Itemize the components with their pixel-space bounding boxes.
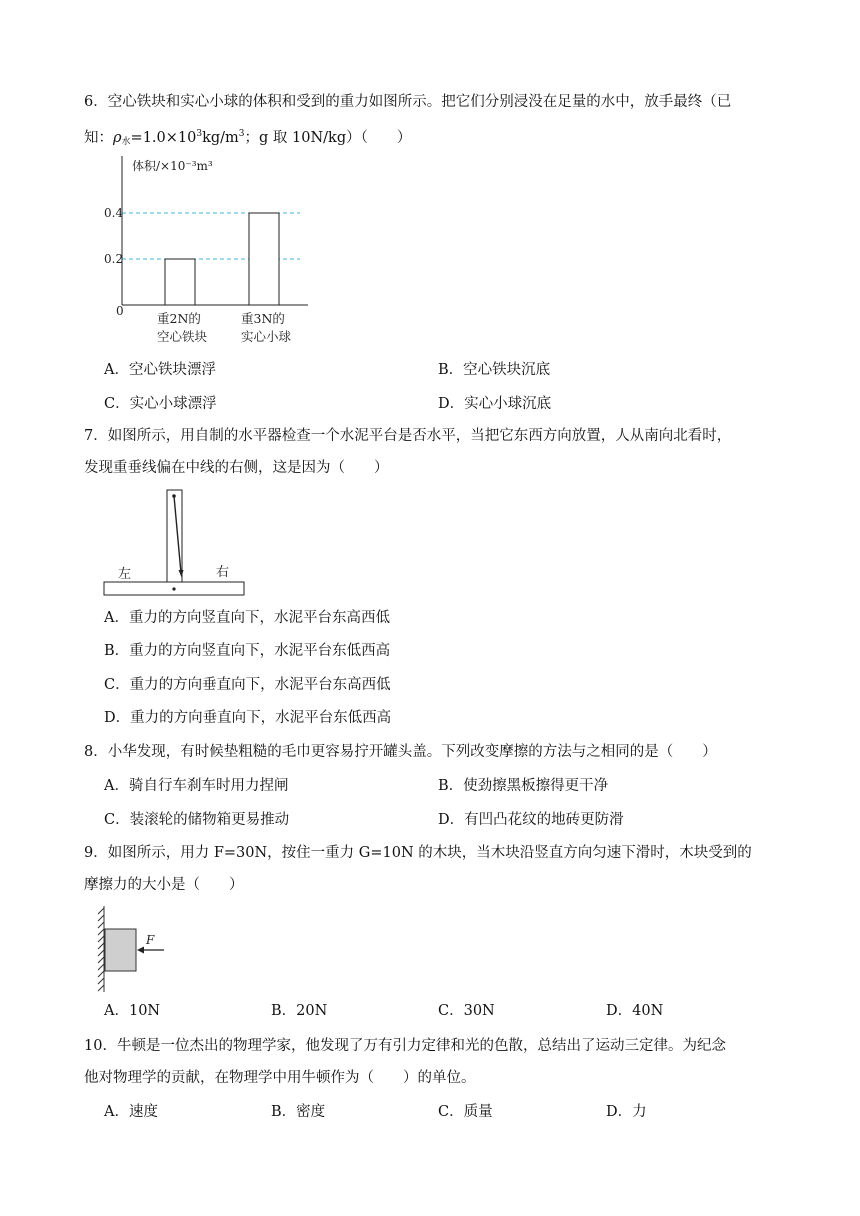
chart-ylabel: 体积/×10⁻³m³ bbox=[132, 159, 213, 173]
category-label-iron-line2: 空心铁块 bbox=[157, 329, 208, 344]
q6-stem-line2 bbox=[84, 124, 784, 152]
q6-option-a[interactable]: A．空心铁块漂浮 bbox=[104, 362, 216, 378]
rho-value: =1.0×10 bbox=[130, 130, 197, 146]
q8-option-c[interactable]: C．装滚轮的储物箱更易推动 bbox=[104, 812, 290, 828]
rho-unit: kg/m bbox=[202, 130, 239, 146]
origin-label: 0 bbox=[116, 304, 124, 318]
q10-option-a[interactable]: A．速度 bbox=[104, 1104, 158, 1120]
q6-known-suffix: ；g 取 10N/kg）（ ） bbox=[244, 130, 412, 146]
q6-volume-bar-chart bbox=[100, 150, 330, 350]
y-tick-label-0.2: 0.2 bbox=[104, 252, 124, 266]
rho-exponent: 3 bbox=[196, 129, 203, 139]
q9-stem-line1: 9．如图所示，用力 F=30N，按住一重力 G=10N 的木块，当木块沿竖直方向匀速下滑时，木块受到的 bbox=[84, 845, 752, 861]
bar-solid-ball bbox=[249, 213, 279, 305]
rho-symbol: ρ bbox=[113, 130, 122, 146]
q8-option-a[interactable]: A．骑自行车刹车时用力捏闸 bbox=[104, 778, 289, 794]
rho-unit-exponent: 3 bbox=[238, 129, 245, 139]
wall-hatching bbox=[98, 906, 104, 992]
q6-stem-line1: 6．空心铁块和实心小球的体积和受到的重力如图所示。把它们分别浸没在足量的水中，放手最终（已 bbox=[84, 94, 732, 110]
force-label: F bbox=[146, 933, 155, 947]
right-label: 右 bbox=[216, 565, 230, 580]
q9-option-d[interactable]: D．40N bbox=[606, 1003, 664, 1019]
q6-known-prefix: 知： bbox=[84, 130, 113, 146]
q7-stem-line1: 7．如图所示，用自制的水平器检查一个水泥平台是否水平，当把它东西方向放置，人从南向北看时， bbox=[84, 428, 732, 444]
q9-option-a[interactable]: A．10N bbox=[104, 1003, 161, 1019]
q9-wall-block-figure bbox=[96, 904, 176, 994]
q8-option-d[interactable]: D．有凹凸花纹的地砖更防滑 bbox=[438, 812, 624, 828]
q7-stem-line2: 发现重垂线偏在中线的右侧，这是因为（ ） bbox=[84, 460, 389, 476]
center-mark-dot bbox=[172, 587, 175, 590]
q6-option-c[interactable]: C．实心小球漂浮 bbox=[104, 396, 217, 412]
left-label: 左 bbox=[118, 567, 132, 582]
q9-option-c[interactable]: C．30N bbox=[438, 1003, 495, 1019]
q7-option-c[interactable]: C．重力的方向垂直向下，水泥平台东高西低 bbox=[104, 677, 391, 693]
y-tick-label-0.4: 0.4 bbox=[104, 206, 124, 220]
q10-option-c[interactable]: C．质量 bbox=[438, 1104, 493, 1120]
q9-stem-line2: 摩擦力的大小是（ ） bbox=[84, 877, 244, 893]
q6-option-d[interactable]: D．实心小球沉底 bbox=[438, 396, 552, 412]
category-label-ball-line1: 重3N的 bbox=[241, 311, 285, 326]
force-arrow-head bbox=[137, 947, 144, 954]
q8-option-b[interactable]: B．使劲擦黑板擦得更干净 bbox=[438, 778, 609, 794]
q7-option-d[interactable]: D．重力的方向垂直向下，水泥平台东低西高 bbox=[104, 710, 392, 726]
q7-level-figure bbox=[100, 486, 250, 598]
q10-option-d[interactable]: D．力 bbox=[606, 1104, 647, 1120]
wooden-block bbox=[105, 929, 136, 971]
q10-stem-line1: 10．牛顿是一位杰出的物理学家，他发现了万有引力定律和光的色散，总结出了运动三定律。为纪念 bbox=[84, 1038, 726, 1054]
q10-stem-line2: 他对物理学的贡献，在物理学中用牛顿作为（ ）的单位。 bbox=[84, 1070, 476, 1086]
q8-stem-line1: 8．小华发现，有时候垫粗糙的毛巾更容易拧开罐头盖。下列改变摩擦的方法与之相同的是（ ） bbox=[84, 744, 717, 760]
category-label-ball-line2: 实心小球 bbox=[241, 329, 292, 344]
q7-option-b[interactable]: B．重力的方向竖直向下，水泥平台东低西高 bbox=[104, 643, 391, 659]
rho-subscript: 水 bbox=[121, 137, 131, 147]
category-label-iron-line1: 重2N的 bbox=[157, 311, 201, 326]
q9-option-b[interactable]: B．20N bbox=[271, 1003, 328, 1019]
bar-hollow-iron bbox=[165, 259, 195, 305]
q6-option-b[interactable]: B．空心铁块沉底 bbox=[438, 362, 551, 378]
q10-option-b[interactable]: B．密度 bbox=[271, 1104, 326, 1120]
q7-option-a[interactable]: A．重力的方向竖直向下，水泥平台东高西低 bbox=[104, 610, 390, 626]
